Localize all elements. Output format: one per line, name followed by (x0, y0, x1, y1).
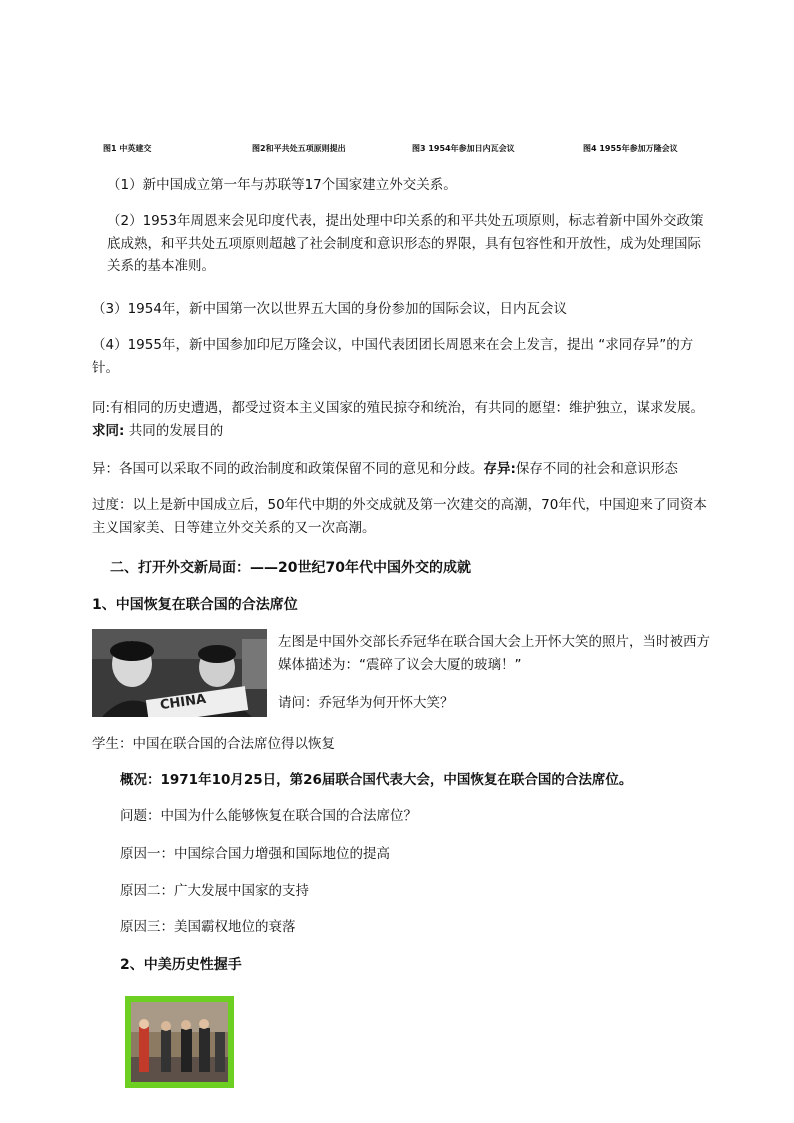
caption-fig1: 图1 中英建交 (103, 144, 152, 153)
paragraph-1: （1）新中国成立第一年与苏联等17个国家建立外交关系。 (107, 177, 457, 193)
overview-text: 概况：1971年10月25日，第26届联合国代表大会，中国恢复在联合国的合法席位。 (120, 772, 633, 788)
handshake-photo-image (131, 1002, 228, 1082)
reason-3: 原因三：美国霸权地位的衰落 (120, 919, 296, 935)
reason-1: 原因一：中国综合国力增强和国际地位的提高 (120, 846, 390, 862)
qiao-guanhua-photo (92, 629, 267, 717)
qiutong-text: 共同的发展目的 (124, 422, 224, 439)
paragraph-similarity (92, 397, 712, 442)
subheading-handshake: 2、中美历史性握手 (120, 957, 242, 973)
reason-2: 原因二：广大发展中国家的支持 (120, 883, 309, 899)
handshake-photo (125, 996, 234, 1088)
caption-fig4: 图4 1955年参加万隆会议 (583, 144, 678, 153)
paragraph-transition: 过度：以上是新中国成立后，50年代中期的外交成就及第一次建交的高潮，70年代，中国迎来了同资本主义国家美、日等建立外交关系的又一次高潮。 (92, 497, 707, 536)
problem-text: 问题：中国为什么能够恢复在联合国的合法席位？ (120, 808, 417, 824)
caption-fig2: 图2和平共处五项原则提出 (252, 144, 346, 153)
paragraph-2: （2）1953年周恩来会见印度代表，提出处理中印关系的和平共处五项原则，标志着新中国外交政策底成熟，和平共处五项原则超越了社会制度和意识形态的界限，具有包容性和开放性，成为处理国际关系的基本准则。 (107, 213, 704, 274)
qiutong-label: 求同: (92, 422, 125, 439)
caption-fig3: 图3 1954年参加日内瓦会议 (412, 144, 515, 153)
paragraph-3: （3）1954年，新中国第一次以世界五大国的身份参加的国际会议，日内瓦会议 (92, 301, 567, 317)
difference-text: 异：各国可以采取不同的政治制度和政策保留不同的意见和分歧。 (92, 461, 484, 477)
section-heading: 二、打开外交新局面：——20世纪70年代中国外交的成就 (110, 560, 471, 576)
paragraph-difference (92, 458, 712, 481)
subheading-un-seat: 1、中国恢复在联合国的合法席位 (92, 597, 298, 613)
paragraph-4: （4）1955年，新中国参加印尼万隆会议，中国代表团团长周恩来在会上发言，提出 “求同存异”的方针。 (92, 337, 694, 376)
photo-description: 左图是中国外交部长乔冠华在联合国大会上开怀大笑的照片，当时被西方媒体描述为：“震碎了议会大厦的玻璃！” (278, 634, 710, 673)
cunyi-label: 存异: (483, 461, 516, 477)
china-sign-label: CHINA (159, 691, 208, 714)
similarity-text: 同:有相同的历史遭遇，都受过资本主义国家的殖民掠夺和统治，有共同的愿望：维护独立，谋求发展。 (92, 400, 705, 416)
cunyi-text: 保存不同的社会和意识形态 (515, 461, 678, 477)
figure-captions (0, 143, 794, 159)
student-answer: 学生：中国在联合国的合法席位得以恢复 (92, 736, 335, 752)
question-text: 请问：乔冠华为何开怀大笑？ (278, 695, 454, 711)
